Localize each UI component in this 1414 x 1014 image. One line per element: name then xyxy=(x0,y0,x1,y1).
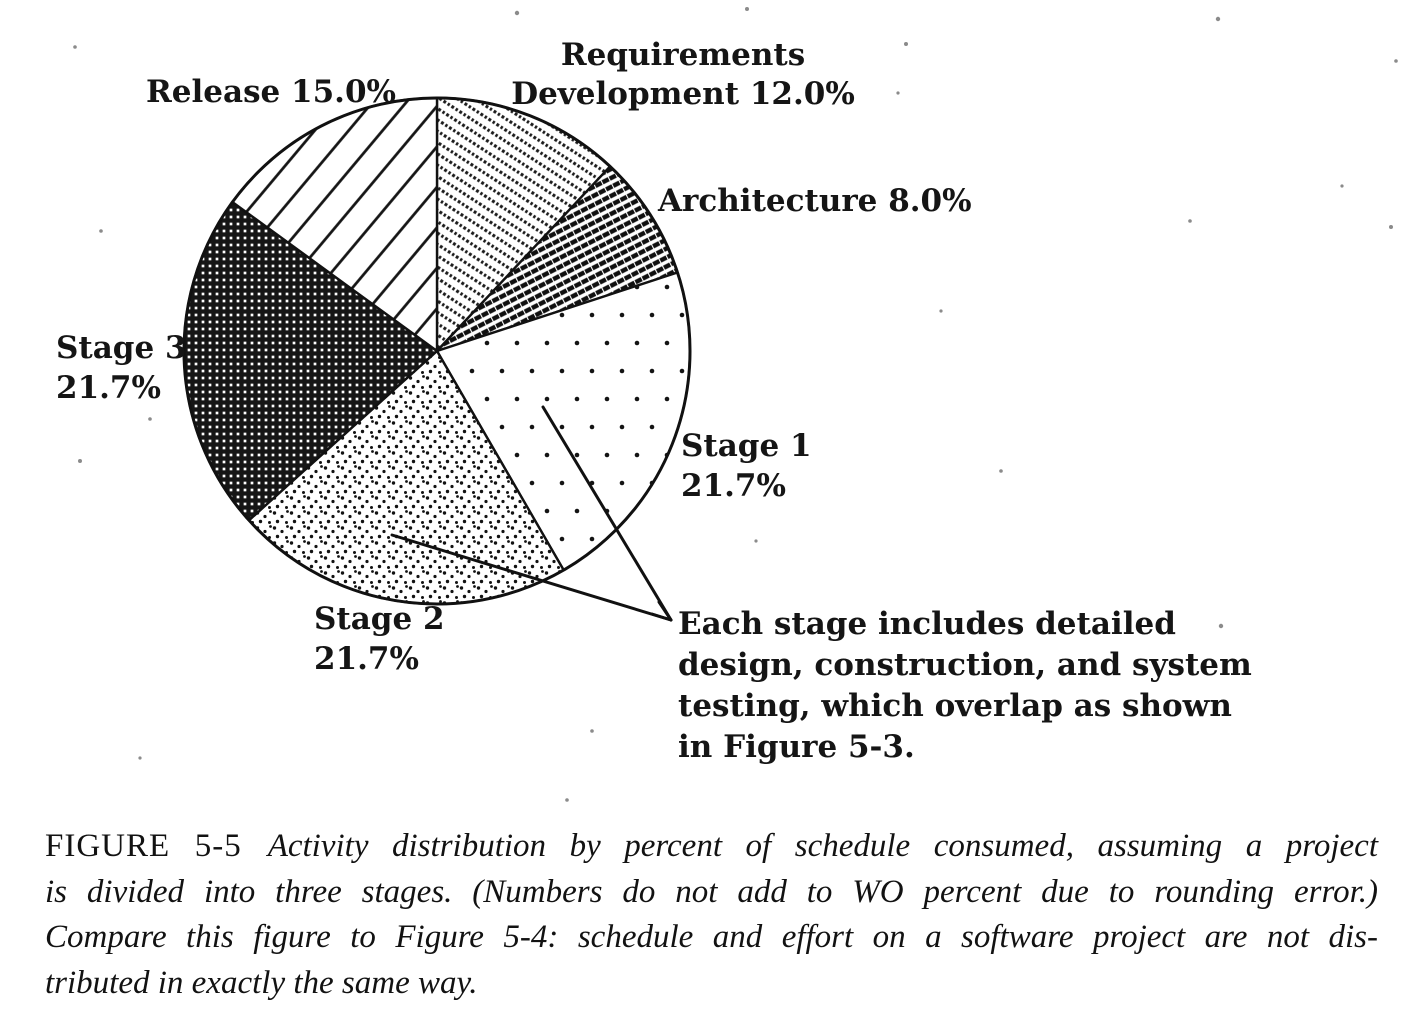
label-requirements-development xyxy=(500,36,866,114)
label-stage3-pct: 21.7% xyxy=(56,370,161,406)
label-stage3-name: Stage 3 xyxy=(56,330,187,366)
label-stage1-pct: 21.7% xyxy=(681,468,786,504)
annotation-line: Each stage includes detailed xyxy=(678,606,1176,642)
stage-annotation xyxy=(678,604,1258,768)
label-requirements-line1: Requirements xyxy=(560,37,806,73)
label-stage1 xyxy=(681,426,812,506)
label-stage1-name: Stage 1 xyxy=(681,428,812,464)
label-stage2 xyxy=(314,599,445,679)
caption-line-1 xyxy=(45,824,1378,870)
label-stage3 xyxy=(56,328,187,408)
caption-line1-text: Activity distribution by percent of schedule consumed, assuming a project xyxy=(267,828,1378,864)
figure-number: FIGURE 5-5 xyxy=(45,828,242,864)
label-release: Release 15.0% xyxy=(146,74,396,110)
annotation-line: testing, which overlap as shown xyxy=(678,688,1232,724)
annotation-line: design, construction, and system xyxy=(678,647,1252,683)
label-requirements-line2: Development 12.0% xyxy=(511,76,855,112)
annotation-line: in Figure 5-3. xyxy=(678,729,915,765)
label-architecture: Architecture 8.0% xyxy=(658,183,972,219)
caption-line-4: tributed in exactly the same way. xyxy=(45,964,478,1001)
caption-line-3: Compare this figure to Figure 5-4: schedule and effort on a software project are not dis- xyxy=(45,919,1378,955)
label-stage2-pct: 21.7% xyxy=(314,641,419,677)
figure-caption xyxy=(45,824,1378,1006)
caption-line-2: is divided into three stages. (Numbers do not add to WO percent due to rounding error.) xyxy=(45,873,1378,910)
label-stage2-name: Stage 2 xyxy=(314,601,445,637)
